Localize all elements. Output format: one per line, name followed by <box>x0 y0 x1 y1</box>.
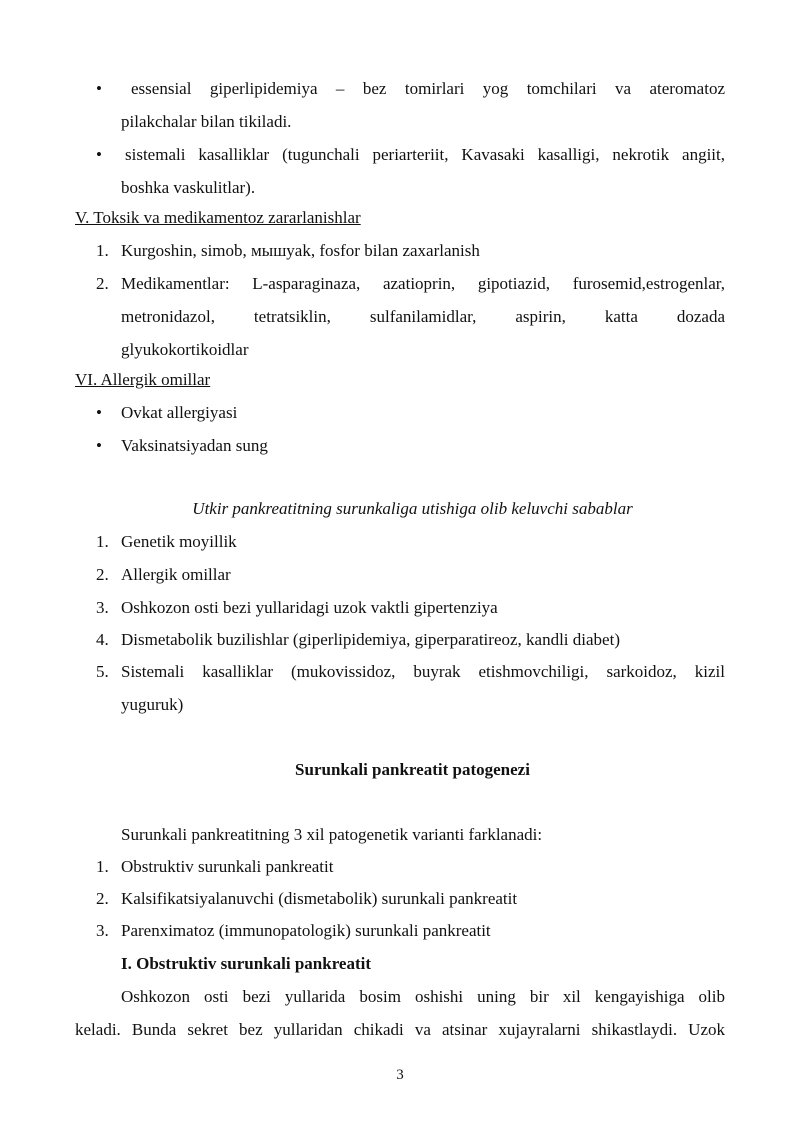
list-item-text: Kalsifikatsiyalanuvchi (dismetabolik) surunkali pankreatit <box>121 889 518 908</box>
paragraph-line: Oshkozon osti bezi yullarida bosim oshishi uning bir xil kengayishiga olib <box>121 987 725 1006</box>
list-number: 1. <box>96 241 109 260</box>
list-number: 2. <box>96 274 109 293</box>
paragraph-line: keladi. Bunda sekret bez yullaridan chikadi va atsinar xujayralarni shikastlaydi. Uzok <box>75 1020 725 1039</box>
section-heading: VI. Allergik omillar <box>75 370 211 389</box>
bullet-text: Vaksinatsiyadan sung <box>121 436 268 455</box>
list-item-text: Sistemali kasalliklar (mukovissidoz, buyrak etishmovchiligi, sarkoidoz, kizil <box>121 662 725 681</box>
bullet-text-line: pilakchalar bilan tikiladi. <box>121 112 292 131</box>
list-number: 1. <box>96 532 109 551</box>
list-item-text: Parenximatoz (immunopatologik) surunkali pankreatit <box>121 921 491 940</box>
bullet-marker: • <box>96 403 102 422</box>
bullet-text-line: boshka vaskulitlar). <box>121 178 256 197</box>
subsection-title: Utkir pankreatitning surunkaliga utishiga olib keluvchi sabablar <box>192 499 633 518</box>
bullet-marker: • <box>96 145 102 164</box>
list-number: 2. <box>96 889 109 908</box>
list-item-text: Genetik moyillik <box>121 532 237 551</box>
bullet-marker: • <box>96 436 102 455</box>
section-title: Surunkali pankreatit patogenezi <box>295 760 530 779</box>
list-item-text: Obstruktiv surunkali pankreatit <box>121 857 334 876</box>
list-item-text: Allergik omillar <box>121 565 231 584</box>
bullet-text-line: sistemali kasalliklar (tugunchali periarteriit, Kavasaki kasalligi, nekrotik angiit, <box>125 145 725 164</box>
list-number: 2. <box>96 565 109 584</box>
list-number: 3. <box>96 921 109 940</box>
list-item-text: glyukokortikoidlar <box>121 340 249 359</box>
intro-paragraph: Surunkali pankreatitning 3 xil patogenetik varianti farklanadi: <box>121 825 543 844</box>
bullet-text-line: essensial giperlipidemiya – bez tomirlari yog tomchilari va ateromatoz <box>131 79 725 98</box>
subsection-heading: I. Obstruktiv surunkali pankreatit <box>121 954 372 973</box>
list-item-text: Dismetabolik buzilishlar (giperlipidemiya, giperparatireoz, kandli diabet) <box>121 630 620 649</box>
list-number: 4. <box>96 630 109 649</box>
list-number: 1. <box>96 857 109 876</box>
bullet-text: Ovkat allergiyasi <box>121 403 238 422</box>
list-number: 5. <box>96 662 109 681</box>
bullet-marker: • <box>96 79 102 98</box>
section-heading: V. Toksik va medikamentoz zararlanishlar <box>75 208 361 227</box>
page-number: 3 <box>396 1067 404 1083</box>
list-item-text: yuguruk) <box>121 695 184 714</box>
list-item-text: metronidazol, tetratsiklin, sulfanilamidlar, aspirin, katta dozada <box>121 307 725 326</box>
list-number: 3. <box>96 598 109 617</box>
list-item-text: Medikamentlar: L-asparaginaza, azatioprin, gipotiazid, furosemid,estrogenlar, <box>121 274 725 293</box>
list-item-text: Kurgoshin, simob, мышyak, fosfor bilan zaxarlanish <box>121 241 480 260</box>
list-item-text: Oshkozon osti bezi yullaridagi uzok vaktli gipertenziya <box>121 598 498 617</box>
